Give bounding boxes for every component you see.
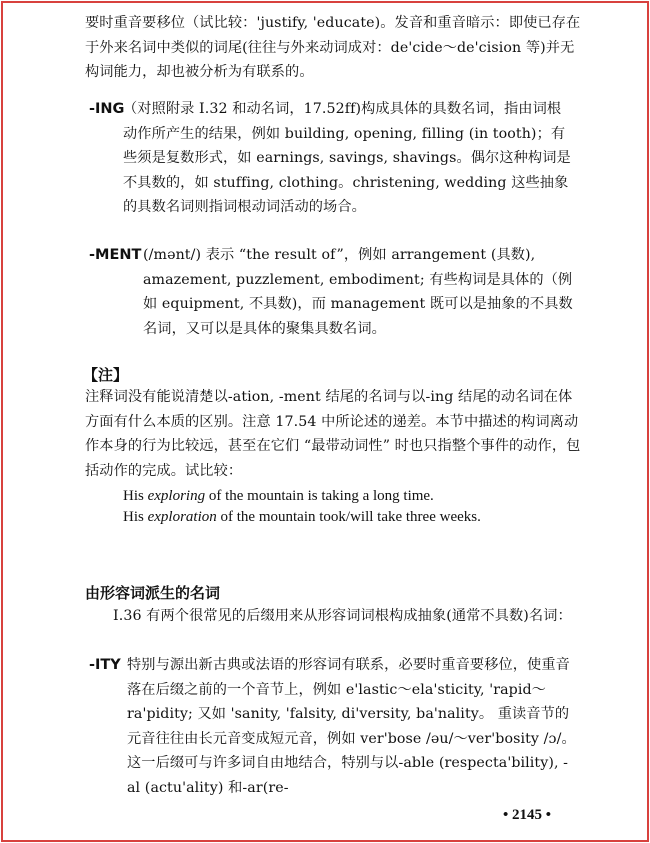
entry-ity-head: -ITY	[89, 657, 121, 673]
document-page	[1, 1, 649, 842]
section-heading: 由形容词派生的名词	[85, 584, 221, 602]
example-2-after: of the mountain took/will take three weeks.	[216, 509, 481, 525]
page-number: • 2145 •	[503, 807, 552, 823]
note-heading: 【注】	[83, 366, 129, 384]
entry-ment-head: -MENT	[89, 247, 142, 263]
section-intro: Ⅰ.36 有两个很常见的后缀用来从形容词词根构成抽象(通常不具数)名词：	[113, 608, 572, 624]
example-1-after: of the mountain is taking a long time.	[205, 488, 434, 504]
entry-ing-text: （对照附录 Ⅰ.32 和动名词，17.52ff)构成具体的具数名词，指由词根动作所产生的结果，例如 building, opening, filling (in tooth)；有些须是复数形式，如 earnings, savings, shavings。偶尔这种构词是不具数的，如 stuffing, clothing。christening, wedding 这些抽象的具数名词则指词根动词活动的场合。	[123, 101, 571, 215]
note-example-2	[123, 507, 573, 528]
example-1-before: His	[123, 488, 148, 504]
example-2-italic: exploration	[147, 509, 217, 525]
note-paragraph: 注释词没有能说清楚以-ation, -ment 结尾的名词与以-ing 结尾的动名词在体方面有什么本质的区别。注意 17.54 中所论述的递差。本节中描述的构词离动作本身的行为比较远，甚至在它们 “最带动词性” 时也只指整个事件的动作，包括动作的完成。试比较：	[85, 389, 581, 479]
note-example-1	[123, 486, 573, 507]
example-1-italic: exploring	[147, 488, 206, 504]
entry-ing-head: -ING	[89, 101, 125, 117]
entry-ity-text: 特别与源出新古典或法语的形容词有联系，必要时重音要移位，使重音落在后缀之前的一个音节上，例如 e'lastic～ela'sticity, 'rapid～ra'pidity; 又如 'sanity, 'falsity, di'versity, ba'nality。 重读音节的元音往往由长元音变成短元音，例如 ver'bose /əu/～ver'bosity /ɔ/。这一后缀可与许多词自由地结合，特别与以-able (respecta'bility), -al (actu'ality) 和-ar(re-	[127, 657, 576, 796]
example-2-before: His	[123, 509, 148, 525]
intro-paragraph: 要时重音要移位（试比较：'justify, 'educate)。发音和重音暗示：即使已存在于外来名词中类似的词尾(往往与外来动词成对：de'cide～de'cision 等)并无构词能力，却也被分析为有联系的。	[85, 15, 581, 80]
entry-ment-text: (/mənt/) 表示 “the result of”，例如 arrangement (具数), amazement, puzzlement, embodiment; 有些构词是具体的（例如 equipment, 不具数)，而 management 既可以是抽象的不具数名词，又可以是具体的聚集具数名词。	[143, 247, 573, 337]
